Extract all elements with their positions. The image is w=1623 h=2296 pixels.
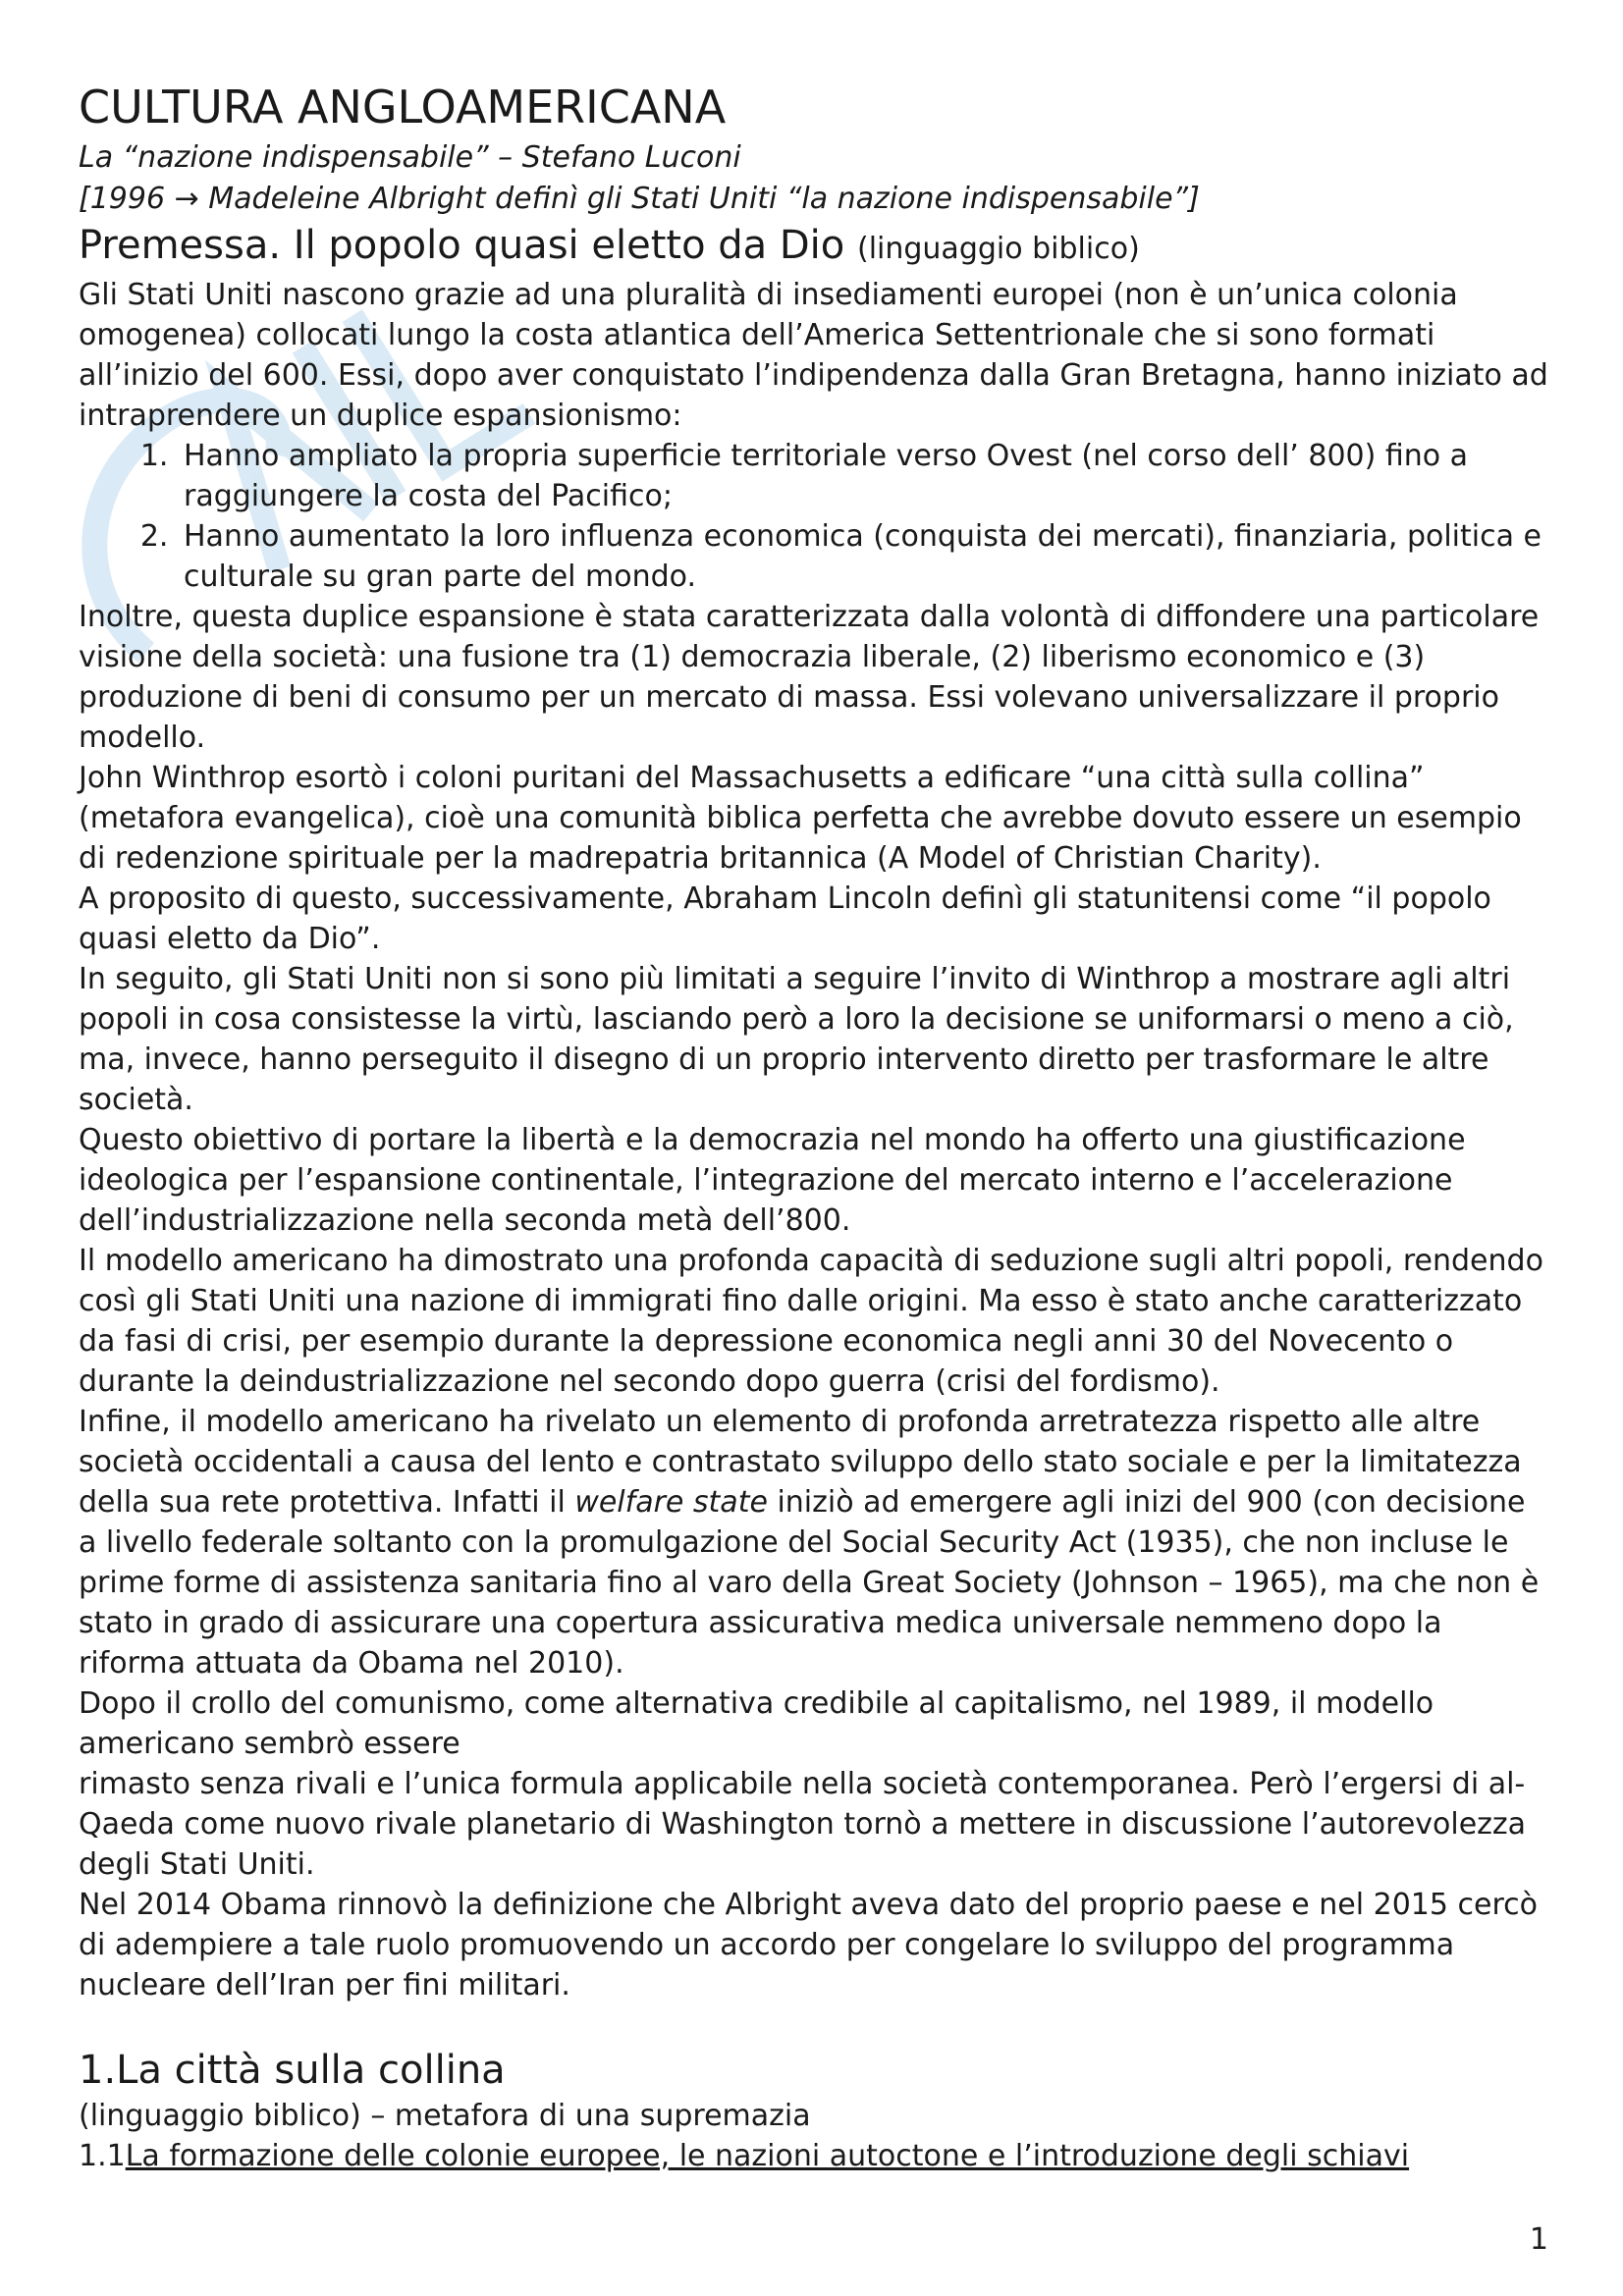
document-page (79, 77, 1551, 2176)
premise-heading-text: Premessa. Il popolo quasi eletto da Dio (79, 223, 845, 268)
spacer (79, 2005, 1551, 2045)
paragraph: Questo obiettivo di portare la libertà e la democrazia nel mondo ha offerto una giustificazione ideologica per l’espansione continentale, l’integrazione del mercato interno e l’accelerazione dell’industrializzazione nella seconda metà dell’800. (79, 1123, 1466, 1238)
section-subtitle: (linguaggio biblico) – metafora di una supremazia (79, 2099, 811, 2133)
expansion-list (79, 436, 1551, 597)
paragraph: rimasto senza rivali e l’unica formula applicabile nella società contemporanea. Però l’ergersi di al-Qaeda come nuovo rivale planetario di Washington tornò a mettere in discussione l’autorevolezza degli Stati Uniti. (79, 1767, 1527, 1882)
document-note: [1996 → Madeleine Albright definì gli Stati Uniti “la nazione indispensabile”] (79, 182, 1200, 216)
paragraph: Il modello americano ha dimostrato una profonda capacità di seduzione sugli altri popoli, rendendo così gli Stati Uniti una nazione di immigrati fino dalle origini. Ma esso è stato anche caratterizzato da fasi di crisi, per esempio durante la depressione economica negli anni 30 del Novecento o durante la deindustrializzazione nel secondo dopo guerra (crisi del fordismo). (79, 1244, 1543, 1399)
paragraph: In seguito, gli Stati Uniti non si sono più limitati a seguire l’invito di Winthrop a mostrare agli altri popoli in cosa consistesse la virtù, lasciando però a loro la decisione se uniformarsi o meno a ciò, ma, invece, hanno perseguito il disegno di un proprio intervento diretto per trasformare le altre società. (79, 962, 1514, 1117)
welfare-state-term: welfare state (574, 1485, 768, 1520)
paragraph: Inoltre, questa duplice espansione è stata caratterizzata dalla volontà di diffondere una particolare visione della società: una fusione tra (1) democrazia liberale, (2) liberismo economico e (3) produzione di beni di consumo per un mercato di massa. Essi volevano universalizzare il proprio modello. (79, 600, 1540, 755)
intro-paragraph: Gli Stati Uniti nascono grazie ad una pluralità di insediamenti europei (non è un’unica colonia omogenea) collocati lungo la costa atlantica dell’America Settentrionale che si sono formati all’inizio del 600. Essi, dopo aver conquistato l’indipendenza dalla Gran Bretagna, hanno iniziato ad intraprendere un duplice espansionismo: (79, 278, 1548, 433)
document-title: CULTURA ANGLOAMERICANA (79, 80, 727, 133)
list-item: 1. Hanno ampliato la propria superficie territoriale verso Ovest (nel corso dell’ 800) fino a raggiungere la costa del Pacifico; (178, 436, 1551, 516)
subsection-heading (79, 2136, 1551, 2176)
paragraph-text: Infine, il modello americano ha rivelato un elemento di profonda arretratezza rispetto alle altre società occidentali a causa del lento e contrastato sviluppo dello stato sociale e per la limitatezza della sua rete protettiva. Infatti il (79, 1405, 1522, 1520)
paragraph-welfare (79, 1402, 1551, 1683)
section-heading: 1.La città sulla collina (79, 2048, 506, 2093)
subsection-title: La formazione delle colonie europee, le nazioni autoctone e l’introduzione degli schiavi (125, 2139, 1410, 2173)
list-item: 2. Hanno aumentato la loro influenza economica (conquista dei mercati), finanziaria, politica e culturale su gran parte del mondo. (178, 516, 1551, 597)
paragraph-text: iniziò ad emergere agli inizi del 900 (con decisione a livello federale soltanto con la promulgazione del Social Security Act (1935), che non incluse le prime forme di assistenza sanitaria fino al varo della Great Society (Johnson – 1965), ma che non è stato in grado di assicurare una copertura assicurativa medica universale nemmeno dopo la riforma attuata da Obama nel 2010). (79, 1485, 1540, 1681)
subsection-number: 1.1 (79, 2139, 126, 2173)
paragraph: A proposito di questo, successivamente, Abraham Lincoln definì gli statunitensi come “il popolo quasi eletto da Dio”. (79, 881, 1491, 956)
paragraph: Dopo il crollo del comunismo, come alternativa credibile al capitalismo, nel 1989, il modello americano sembrò essere (79, 1686, 1434, 1761)
premise-heading (79, 220, 1551, 275)
page-number: 1 (1529, 2222, 1548, 2257)
premise-heading-small: (linguaggio biblico) (856, 232, 1140, 266)
paragraph: Nel 2014 Obama rinnovò la definizione che Albright aveva dato del proprio paese e nel 2015 cercò di adempiere a tale ruolo promuovendo un accordo per congelare lo sviluppo del programma nucleare dell’Iran per fini militari. (79, 1888, 1538, 2002)
paragraph: John Winthrop esortò i coloni puritani del Massachusetts a edificare “una città sulla collina” (metafora evangelica), cioè una comunità biblica perfetta che avrebbe dovuto essere un esempio di redenzione spirituale per la madrepatria britannica (A Model of Christian Charity). (79, 761, 1522, 876)
document-subtitle: La “nazione indispensabile” – Stefano Luconi (79, 140, 741, 175)
